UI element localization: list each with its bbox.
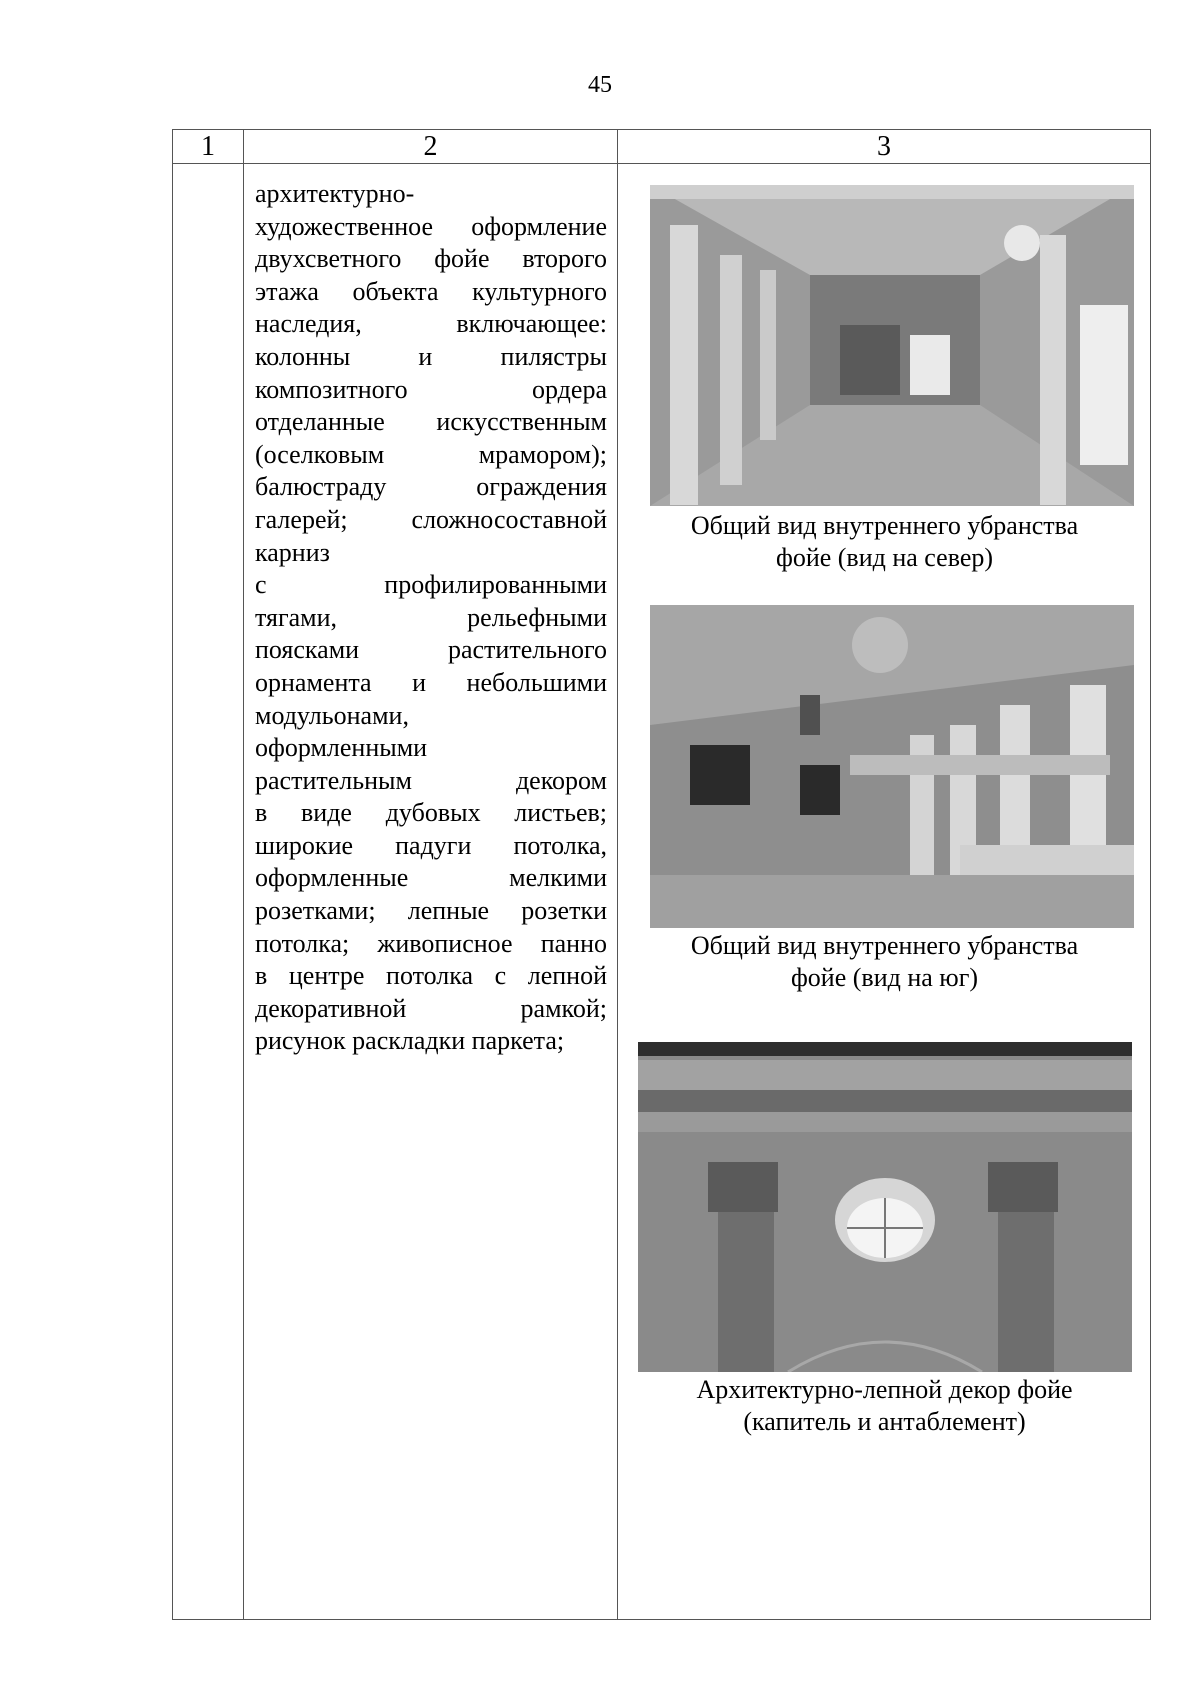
description-line: тягами, рельефными bbox=[255, 602, 607, 632]
caption-line: фойе (вид на север) bbox=[775, 543, 994, 572]
description-line: поясками растительного bbox=[255, 635, 607, 665]
photos-cell bbox=[618, 164, 1151, 1620]
caption-line: Общий вид внутреннего убранства bbox=[690, 931, 1079, 960]
description-line: рисунок раскладки паркета; bbox=[255, 1026, 565, 1056]
description-line: галерей; сложносоставной bbox=[255, 504, 607, 534]
description-line: наследия, включающее: bbox=[255, 309, 607, 339]
photo-caption-north bbox=[618, 510, 1151, 574]
description-line: с профилированными bbox=[255, 570, 607, 600]
description-line: карниз bbox=[255, 537, 330, 567]
description-line: отделанные искусственным bbox=[255, 407, 607, 437]
photo-caption-south bbox=[618, 930, 1151, 994]
photo-capital-entablature bbox=[638, 1042, 1132, 1372]
caption-line: Архитектурно-лепной декор фойе bbox=[696, 1375, 1073, 1404]
column-header-1: 1 bbox=[173, 130, 244, 164]
photo-column bbox=[618, 164, 1150, 1619]
caption-line: (капитель и антаблемент) bbox=[743, 1407, 1026, 1436]
description-cell bbox=[244, 164, 618, 1620]
description-line: орнамента и небольшими bbox=[255, 667, 607, 697]
description-line: оформленные мелкими bbox=[255, 863, 607, 893]
description-line: в виде дубовых листьев; bbox=[255, 798, 607, 828]
row-number-cell bbox=[173, 164, 244, 1620]
description-line: балюстраду ограждения bbox=[255, 472, 607, 502]
photo-capital-entablature-image bbox=[638, 1042, 1132, 1372]
heritage-table bbox=[172, 129, 1151, 1620]
description-line: двухсветного фойе второго bbox=[255, 244, 607, 274]
photo-caption-capital bbox=[618, 1374, 1151, 1438]
table-header-row bbox=[173, 130, 1151, 164]
description-line: в центре потолка с лепной bbox=[255, 961, 607, 991]
description-line: композитного ордера bbox=[255, 374, 607, 404]
description-line: архитектурно- bbox=[255, 179, 415, 208]
photo-foyer-south bbox=[650, 605, 1134, 928]
description-line: декоративной рамкой; bbox=[255, 993, 607, 1023]
description-line: растительным декором bbox=[255, 765, 607, 795]
description-line: широкие падуги потолка, bbox=[255, 830, 607, 860]
page-number: 45 bbox=[588, 72, 612, 98]
caption-line: Общий вид внутреннего убранства bbox=[690, 511, 1079, 540]
photo-foyer-south-image bbox=[650, 605, 1134, 928]
column-header-2: 2 bbox=[244, 130, 618, 164]
table-row bbox=[173, 164, 1151, 1620]
photo-foyer-north bbox=[650, 185, 1134, 506]
photo-foyer-north-image bbox=[650, 185, 1134, 506]
description-line: модульонами, bbox=[255, 700, 409, 730]
description-line: потолка; живописное панно bbox=[255, 928, 607, 958]
column-header-3: 3 bbox=[618, 130, 1151, 164]
description-line: розетками; лепные розетки bbox=[255, 896, 607, 926]
description-line: художественное оформление bbox=[255, 211, 607, 241]
description-line: (оселковым мрамором); bbox=[255, 439, 607, 469]
description-line: колонны и пилястры bbox=[255, 341, 607, 371]
description-line: оформленными bbox=[255, 733, 428, 763]
caption-line: фойе (вид на юг) bbox=[790, 963, 979, 992]
description-text bbox=[244, 164, 617, 1058]
description-line: этажа объекта культурного bbox=[255, 276, 607, 306]
